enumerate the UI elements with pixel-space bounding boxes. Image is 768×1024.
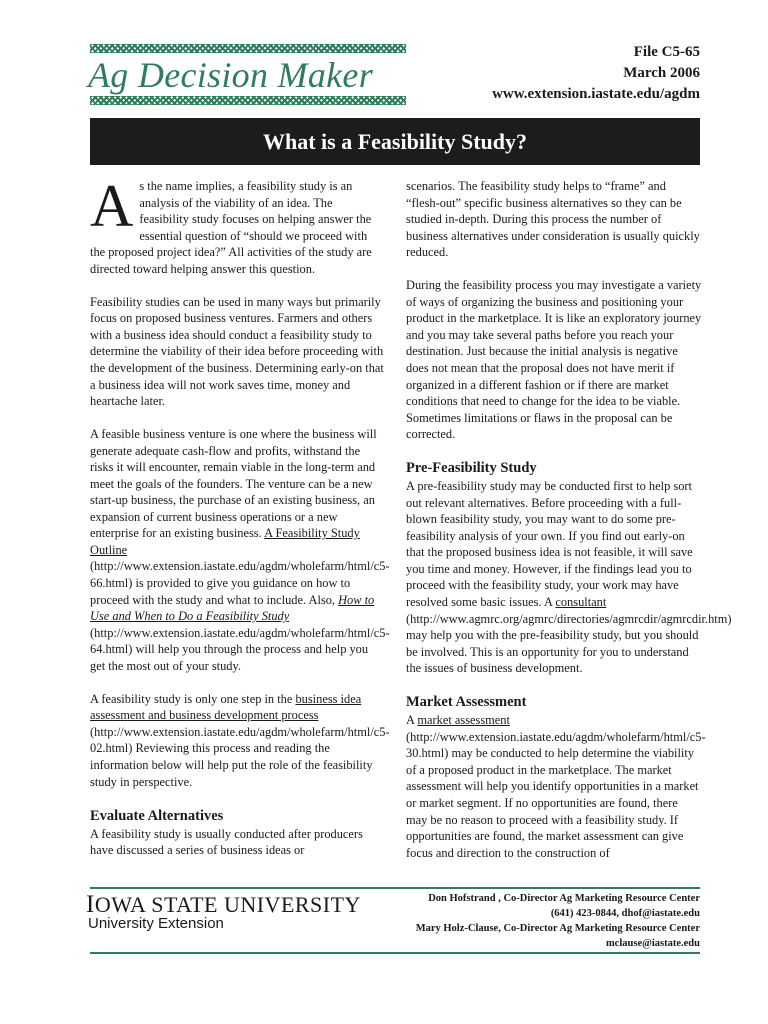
consultant-url[interactable]: (http://www.agmrc.org/agmrc/directories/agmrcdir/agmrcdir.htm)	[406, 611, 732, 626]
paragraph-process: During the feasibility process you may investigate a variety of ways of organizing the business and positioning your product in the marketplace. It is like an exploratory journey and you may take several paths before you reach your destination. Just because the initial analysis is negative does not mean that the proposal does not have merit if organized in a different fashion or if there are market conditions that need to change for the idea to be viable. Sometimes limitations or flaws in the proposal can be corrected.	[406, 278, 702, 442]
paragraph-pre-feasibility: A pre-feasibility study may be conducted first to help sort out relevant alternatives. Before proceeding with a full-blown feasibility study, you may want to do some pre-feasibility analysis of your own. If you find out early-on that the proposed business idea is not feasible, it will save you time and money. However, if the findings lead you to proceed with the feasibility study, your work may have resolved some basic issues. A consultant (http://www.agmrc.org/agmrc/directories/agmrcdir/agmrcdir.htm) may help you with the pre-feasibility study, but you should be involved. This is an opportunity for you to understand the issues of business development.	[406, 479, 732, 676]
contact-hofstrand: Don Hofstrand , Co-Director Ag Marketing Resource Center	[428, 893, 700, 904]
paragraph-evaluate: A feasibility study is usually conducted after producers have discussed a series of business ideas or	[90, 826, 363, 858]
logo-border-bottom	[90, 96, 406, 105]
ag-decision-maker-logo: Ag Decision Maker	[88, 55, 374, 95]
heading-pre-feasibility: Pre-Feasibility Study	[406, 460, 537, 477]
logo-border-top	[90, 44, 406, 53]
contact-holz-clause: Mary Holz-Clause, Co-Director Ag Marketing Resource Center	[415, 923, 700, 934]
page-title: What is a Feasibility Study?	[90, 118, 700, 165]
footer-rule-bottom	[90, 952, 700, 954]
paragraph-feasible-venture: A feasible business venture is one where the business will generate adequate cash-flow and profits, withstand the risks it will encounter, remain viable in the long-term and meet the goals of the founders. The venture can be a new start-up business, the purchase of an existing business, an expansion of current business operations or a new enterprise for an existing business. A Feasibility Study Outline (http://www.extension.iastate.edu/agdm/wholefarm/html/c5-66.html) is provided to give you guidance on how to proceed with the study and what to include. Also, How to Use and When to Do a Feasibility Study (http://www.extension.iastate.edu/agdm/wholefarm/html/c5-64.html) will help you through the process and help you get the most out of your study.	[90, 427, 390, 673]
contact-block	[416, 891, 700, 951]
how-to-use-url[interactable]: (http://www.extension.iastate.edu/agdm/wholefarm/html/c5-64.html)	[90, 625, 390, 657]
publication-date: March 2006	[623, 65, 700, 81]
contact-holz-clause-email[interactable]: mclause@iastate.edu	[605, 938, 700, 949]
iowa-state-logo: IOWA STATE UNIVERSITY	[86, 891, 361, 918]
file-number: File C5-65	[633, 44, 700, 60]
website-url[interactable]: www.extension.iastate.edu/agdm	[492, 86, 700, 102]
intro-paragraph: As the name implies, a feasibility study is an analysis of the viability of an idea. The feasibility study focuses on helping answer the essential question of “should we proceed with the proposed project idea?” All activities of the study are directed toward helping answer this question.	[90, 173, 372, 276]
heading-market-assessment: Market Assessment	[406, 694, 527, 711]
drop-cap: A	[90, 173, 134, 239]
heading-evaluate-alternatives: Evaluate Alternatives	[90, 807, 224, 824]
footer-rule-top	[90, 887, 700, 889]
contact-hofstrand-phone-email[interactable]: (641) 423-0844, dhof@iastate.edu	[550, 908, 700, 919]
feasibility-outline-url[interactable]: (http://www.extension.iastate.edu/agdm/wholefarm/html/c5-66.html)	[90, 559, 390, 591]
feasibility-outline-link[interactable]: A Feasibility Study Outline	[90, 526, 360, 557]
paragraph-one-step: A feasibility study is only one step in the business idea assessment and business development process (http://www.extension.iastate.edu/agdm/wholefarm/html/c5-02.html) Reviewing this process and reading the information below will help put the role of the feasibility study in perspective.	[90, 691, 390, 789]
business-process-url[interactable]: (http://www.extension.iastate.edu/agdm/wholefarm/html/c5-02.html)	[90, 724, 390, 756]
how-to-use-link[interactable]: How to Use and When to Do a Feasibility Study	[90, 592, 375, 624]
business-process-link[interactable]: business idea assessment and business development process	[90, 691, 362, 723]
file-info	[492, 42, 700, 105]
market-assessment-link[interactable]: market assessment	[417, 713, 510, 728]
university-extension: University Extension	[88, 915, 224, 932]
consultant-link[interactable]: consultant	[555, 595, 607, 610]
left-column	[90, 173, 390, 875]
right-column	[406, 178, 732, 878]
paragraph-uses: Feasibility studies can be used in many ways but primarily focus on proposed business ventures. Farmers and others with a business idea should conduct a feasibility study to determine the viability of their idea before proceeding with the development of the business. Determining early-on that a business idea will not work saves time, money and heartache later.	[90, 294, 384, 409]
paragraph-market: A market assessment (http://www.extension.iastate.edu/agdm/wholefarm/html/c5-30.html) may be conducted to help determine the viability of a proposed product in the marketplace. The market assessment will help you identify opportunities in a market or market segment. If no opportunities are found, there may be no reason to proceed with a feasibility study. If opportunities are found, the market assessment can give focus and direction to the construction of	[406, 713, 706, 860]
paragraph-scenarios: scenarios. The feasibility study helps to “frame” and “flesh-out” specific business alternatives so they can be studied in-depth. During this process the number of business alternatives under consideration is usually quickly reduced.	[406, 179, 700, 260]
market-assessment-url[interactable]: (http://www.extension.iastate.edu/agdm/wholefarm/html/c5-30.html)	[406, 729, 706, 761]
